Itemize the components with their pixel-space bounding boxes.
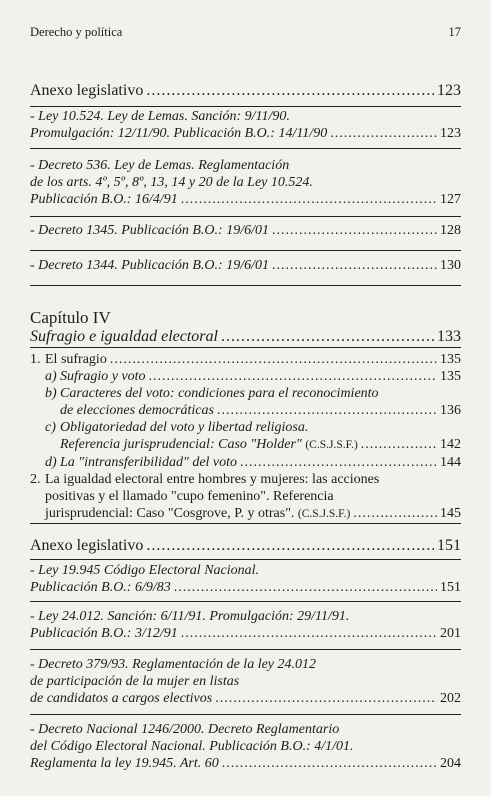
page-ref: 142 (440, 437, 461, 452)
entry-line: - Decreto 1344. Publicación B.O.: 19/6/01 (30, 258, 269, 273)
item-text: La "intransferibilidad" del voto (60, 455, 238, 470)
page-ref: 201 (440, 626, 461, 641)
item-text: jurisprudencial: Caso "Cosgrove, P. y otras". (45, 506, 295, 521)
dot-leader (110, 351, 437, 368)
toc-item (30, 351, 461, 368)
dot-leader (146, 536, 434, 555)
page-ref: 145 (440, 506, 461, 521)
entry-line: Publicación B.O.: 16/4/91 (30, 192, 178, 207)
section-rule (30, 347, 461, 348)
toc-subitem (30, 368, 461, 385)
toc-subitem (30, 385, 461, 402)
item-text: El sufragio (45, 352, 107, 367)
entry-line: de los arts. 4º, 5º, 8º, 13, 14 y 20 de la Ley 10.524. (30, 175, 313, 190)
page-ref: 123 (440, 126, 461, 141)
running-head (30, 25, 461, 43)
dot-leader (221, 327, 434, 346)
chapter-title-row (30, 327, 461, 346)
chapter-title: Sufragio e igualdad electoral (30, 328, 218, 345)
item-text: Sufragio y voto (60, 369, 146, 384)
dot-leader (217, 402, 437, 419)
dot-leader (330, 125, 437, 142)
item-text: Referencia jurisprudencial: Caso "Holder" (60, 437, 302, 452)
dot-leader (240, 454, 437, 471)
toc-entry (30, 721, 461, 772)
entry-rule (30, 148, 461, 149)
dot-leader (181, 191, 437, 208)
entry-line: - Ley 10.524. Ley de Lemas. Sanción: 9/11/90. (30, 109, 290, 124)
entry-line: - Decreto 1345. Publicación B.O.: 19/6/01 (30, 223, 269, 238)
dot-leader (353, 505, 437, 522)
item-letter: b) (45, 386, 57, 401)
toc-subitem-continuation (30, 436, 461, 454)
dot-leader (181, 625, 437, 642)
toc-item (30, 471, 461, 488)
toc-subitem-continuation (30, 402, 461, 419)
entry-rule (30, 601, 461, 602)
item-letter: a) (45, 369, 57, 384)
item-text: de elecciones democráticas (60, 403, 214, 418)
toc-entry (30, 562, 461, 596)
item-text: La igualdad electoral entre hombres y mujeres: las acciones (45, 472, 380, 487)
dot-leader (272, 222, 437, 239)
item-letter: d) (45, 455, 57, 470)
entry-line: - Ley 24.012. Sanción: 6/11/91. Promulgación: 29/11/91. (30, 609, 350, 624)
toc-entry (30, 108, 461, 142)
entry-line: Publicación B.O.: 6/9/83 (30, 580, 171, 595)
page-ref: 135 (440, 369, 461, 384)
entry-line: - Decreto 379/93. Reglamentación de la ley 24.012 (30, 657, 317, 672)
page-ref: 135 (440, 352, 461, 367)
entry-line: del Código Electoral Nacional. Publicación B.O.: 4/1/01. (30, 739, 354, 754)
page-ref: 128 (440, 223, 461, 238)
page-ref: 144 (440, 455, 461, 470)
dot-leader (361, 436, 437, 453)
toc-entry (30, 608, 461, 642)
chapter-items (30, 351, 461, 523)
toc-subitem (30, 419, 461, 436)
entry-line: - Decreto 536. Ley de Lemas. Reglamentación (30, 158, 290, 173)
entry-line: de candidatos a cargos electivos (30, 691, 213, 706)
toc-entry (30, 257, 461, 274)
entry-rule (30, 216, 461, 217)
running-head-title: Derecho y política (30, 25, 123, 39)
running-head-page-number: 17 (448, 25, 461, 39)
entry-line: de participación de la mujer en listas (30, 674, 240, 689)
entry-line: - Decreto Nacional 1246/2000. Decreto Reglamentario (30, 722, 340, 737)
dot-leader (149, 368, 437, 385)
annex-heading (30, 536, 461, 555)
page-ref: 123 (437, 82, 461, 99)
item-text: Caracteres del voto: condiciones para el reconocimiento (60, 386, 379, 401)
toc-subitem (30, 454, 461, 471)
dot-leader (215, 690, 437, 707)
page-ref: 204 (440, 756, 461, 771)
dot-leader (272, 257, 437, 274)
item-number: 1. (30, 352, 41, 367)
entry-rule (30, 285, 461, 286)
entry-line: Reglamenta la ley 19.945. Art. 60 (30, 756, 219, 771)
dot-leader (174, 579, 437, 596)
annex-heading-label: Anexo legislativo (30, 537, 144, 554)
page-ref: 127 (440, 192, 461, 207)
court-reference: (C.S.J.S.F.) (297, 508, 351, 520)
toc-entry (30, 157, 461, 208)
page-ref: 202 (440, 691, 461, 706)
page-ref: 133 (437, 328, 461, 345)
page-ref: 151 (440, 580, 461, 595)
item-text: Obligatoriedad del voto y libertad religiosa. (60, 420, 309, 435)
entry-rule (30, 714, 461, 715)
court-reference: (C.S.J.S.F.) (305, 439, 358, 451)
page-ref: 130 (440, 258, 461, 273)
dot-leader (222, 755, 437, 772)
section-rule (30, 106, 461, 107)
toc-item-continuation (30, 488, 461, 505)
section-rule (30, 559, 461, 560)
entry-line: - Ley 19.945 Código Electoral Nacional. (30, 563, 260, 578)
item-letter: c) (45, 420, 56, 435)
toc-entry (30, 222, 461, 239)
toc-item-continuation (30, 505, 461, 523)
item-number: 2. (30, 472, 41, 487)
entry-rule (30, 649, 461, 650)
dot-leader (146, 81, 434, 100)
entry-rule (30, 250, 461, 251)
annex-heading-label: Anexo legislativo (30, 82, 144, 99)
page-ref: 151 (437, 537, 461, 554)
item-text: positivas y el llamado "cupo femenino". Referencia (45, 489, 334, 504)
section-rule (30, 523, 461, 524)
page-ref: 136 (440, 403, 461, 418)
entry-line: Publicación B.O.: 3/12/91 (30, 626, 178, 641)
toc-entry (30, 656, 461, 707)
annex-heading (30, 81, 461, 100)
entry-line: Promulgación: 12/11/90. Publicación B.O.: 14/11/90 (30, 126, 328, 141)
chapter-label: Capítulo IV (30, 308, 111, 327)
